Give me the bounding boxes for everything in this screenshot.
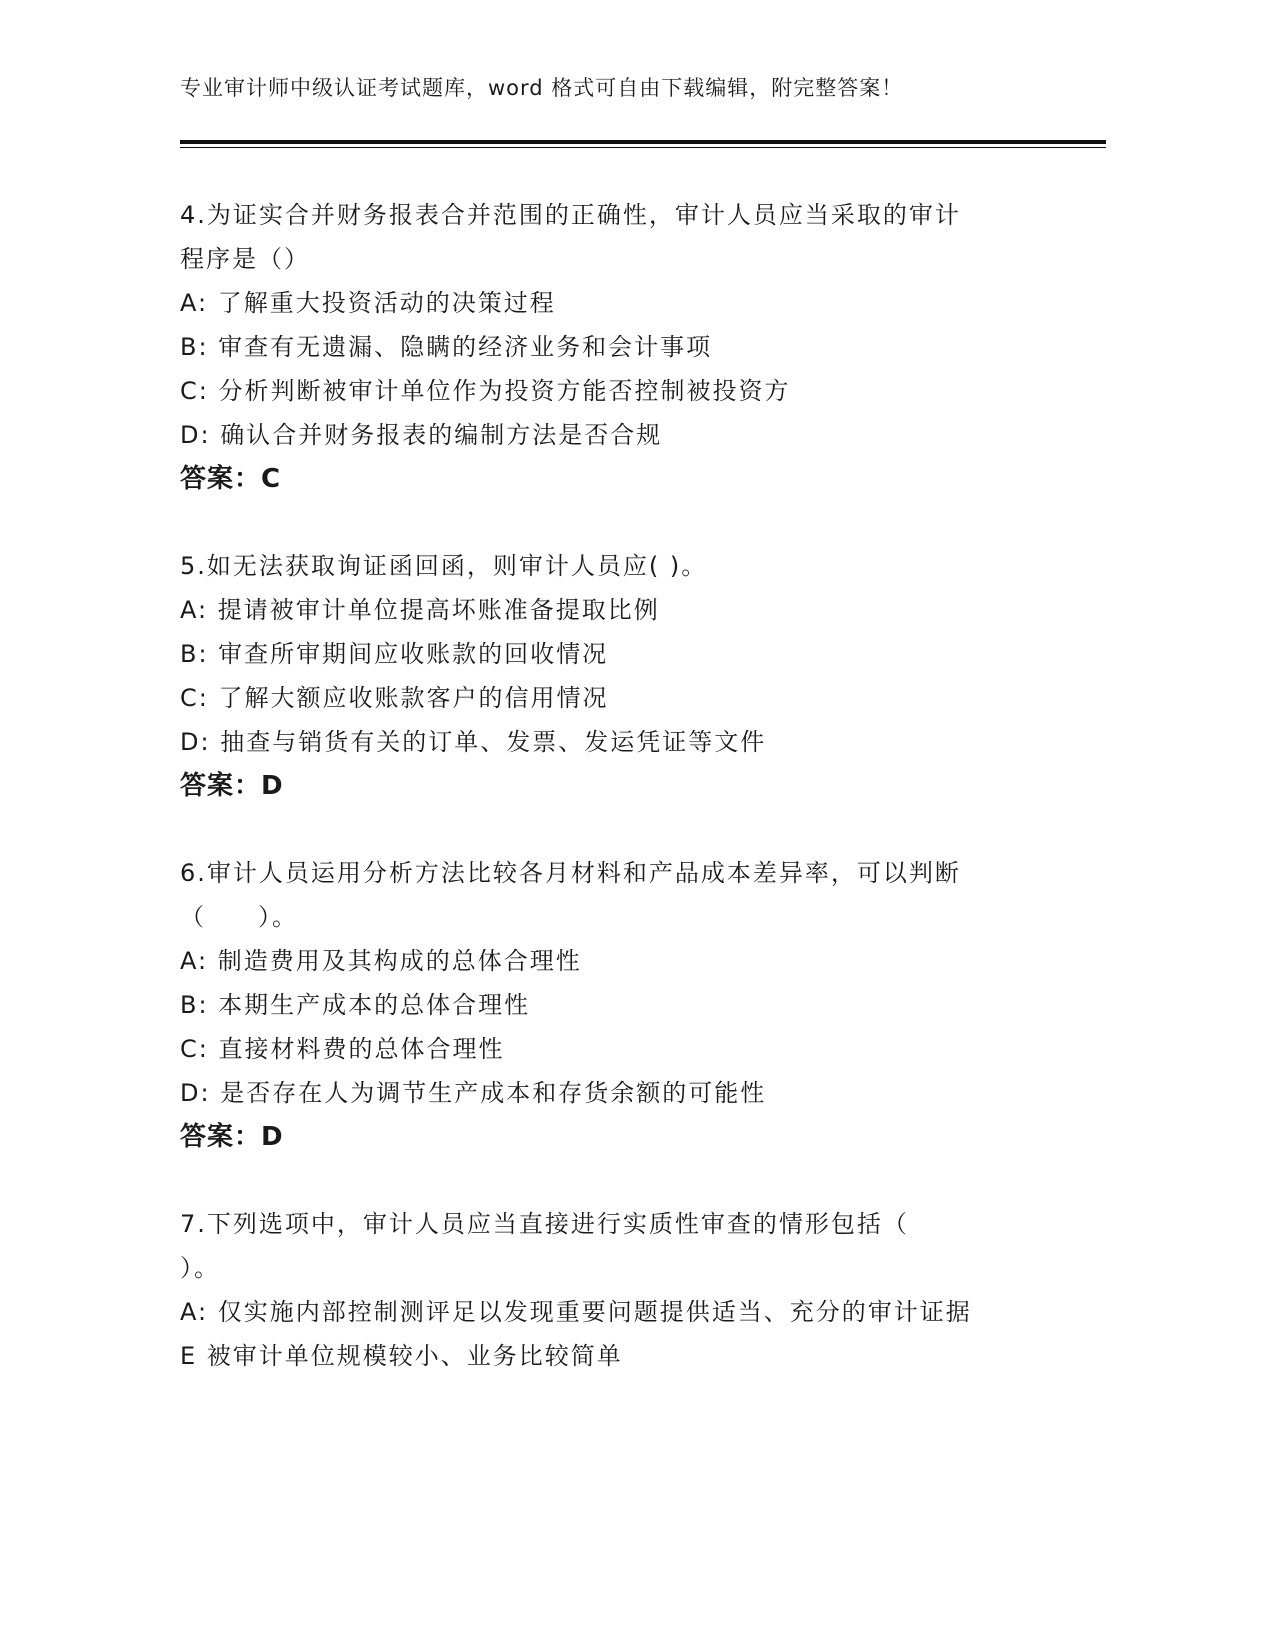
question-stem-line: 程序是（） [180,245,310,273]
option-d: D: 是否存在人为调节生产成本和存货余额的可能性 [180,1079,767,1107]
question-5 [180,544,1080,808]
question-stem-line: 5.如无法获取询证函回函，则审计人员应( )。 [180,552,708,580]
option-a: A: 提请被审计单位提高坏账准备提取比例 [180,596,660,624]
answer: 答案：C [180,464,282,494]
option-b: B: 审查所审期间应收账款的回收情况 [180,640,609,668]
question-stem-line: 7.下列选项中，审计人员应当直接进行实质性审查的情形包括（ [180,1210,909,1238]
answer: 答案：D [180,1122,284,1152]
option-e: E 被审计单位规模较小、业务比较简单 [180,1342,623,1370]
option-b: B: 审查有无遗漏、隐瞒的经济业务和会计事项 [180,333,713,361]
page-header: 专业审计师中级认证考试题库，word 格式可自由下载编辑，附完整答案！ [180,76,904,100]
header-divider-thick [180,140,1106,144]
option-c: C: 了解大额应收账款客户的信用情况 [180,684,609,712]
question-stem-line: 4.为证实合并财务报表合并范围的正确性，审计人员应当采取的审计 [180,201,961,229]
option-a: A: 制造费用及其构成的总体合理性 [180,947,582,975]
option-a: A: 了解重大投资活动的决策过程 [180,289,556,317]
question-6 [180,851,1080,1159]
option-b: B: 本期生产成本的总体合理性 [180,991,531,1019]
option-a: A: 仅实施内部控制测评足以发现重要问题提供适当、充分的审计证据 [180,1298,972,1326]
option-d: D: 抽查与销货有关的订单、发票、发运凭证等文件 [180,728,767,756]
header-divider-thin [180,147,1106,148]
option-d: D: 确认合并财务报表的编制方法是否合规 [180,421,663,449]
option-c: C: 直接材料费的总体合理性 [180,1035,505,1063]
answer: 答案：D [180,771,284,801]
question-stem-line: （ ）。 [180,903,298,931]
question-4 [180,193,1080,501]
question-stem-line: 6.审计人员运用分析方法比较各月材料和产品成本差异率，可以判断 [180,859,961,887]
question-list [180,193,1080,1421]
option-c: C: 分析判断被审计单位作为投资方能否控制被投资方 [180,377,791,405]
question-7 [180,1202,1080,1378]
question-stem-line: ）。 [180,1254,220,1282]
